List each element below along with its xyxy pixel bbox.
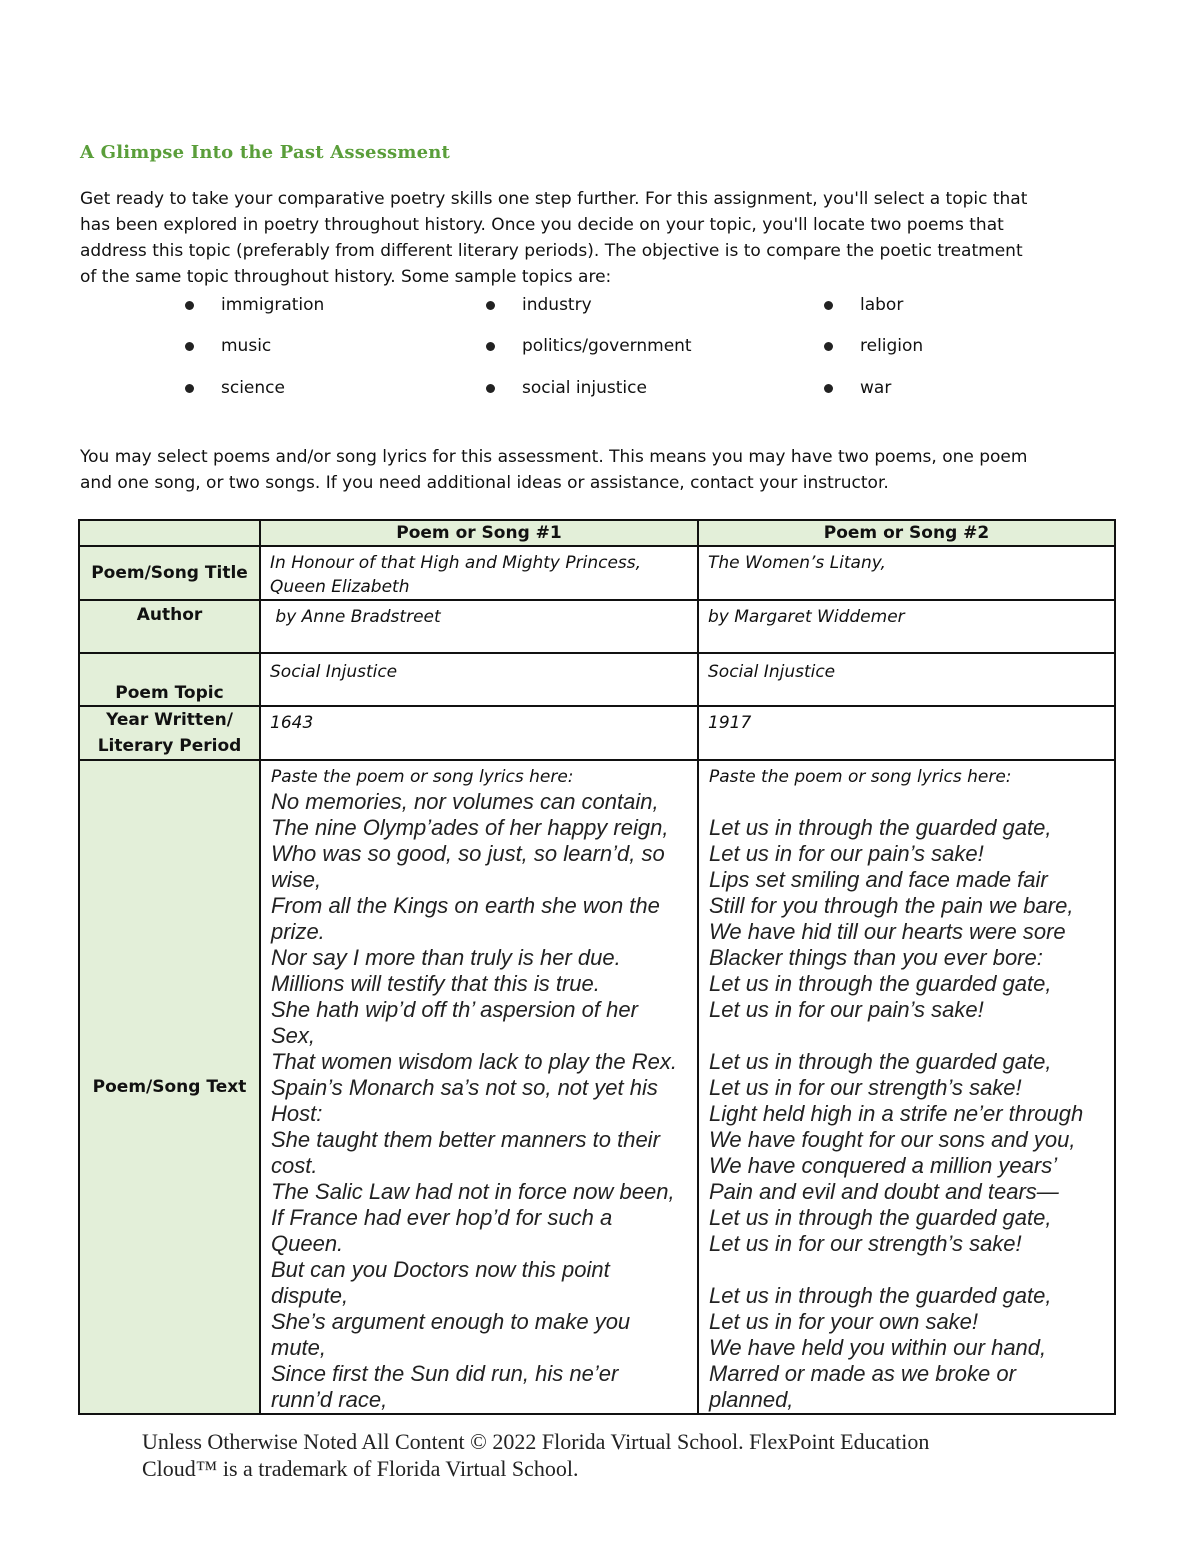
poem-line: cost.: [271, 1153, 318, 1178]
poem-line: Lips set smiling and face made fair: [709, 867, 1048, 892]
poem-line: prize.: [271, 919, 325, 944]
intro-line: of the same topic throughout history. Some sample topics are:: [80, 267, 612, 287]
label-author: Author: [79, 600, 260, 653]
poem-line: Let us in for our pain’s sake!: [709, 841, 984, 866]
poem-line: Let us in for our strength’s sake!: [709, 1231, 1022, 1256]
poem-line: wise,: [271, 867, 322, 892]
label-topic: Poem Topic: [79, 653, 260, 706]
bullet-icon: [185, 301, 194, 310]
topic-item: war: [860, 376, 891, 400]
poem-line: [709, 789, 1108, 815]
label-year-line: Year Written/: [106, 710, 233, 730]
footer-line: Cloud™ is a trademark of Florida Virtual School.: [142, 1456, 579, 1481]
footer-copyright: [142, 1428, 1042, 1482]
topic-item: social injustice: [522, 376, 647, 400]
poem-line: The Salic Law had not in force now been,: [271, 1179, 675, 1204]
song2-paste-label: Paste the poem or song lyrics here:: [709, 767, 1012, 787]
poem-line: No memories, nor volumes can contain,: [271, 789, 659, 814]
poem-line: dispute,: [271, 1283, 349, 1308]
song2-title: The Women’s Litany,: [698, 546, 1115, 600]
poem-line: Let us in for our strength’s sake!: [709, 1075, 1022, 1100]
intro-line: address this topic (preferably from different literary periods). The objective is to compare the poetic treatment: [80, 241, 1023, 261]
poem-line: mute,: [271, 1335, 327, 1360]
song2-author: by Margaret Widdemer: [698, 600, 1115, 653]
song1-title-line: Queen Elizabeth: [270, 577, 410, 597]
table-header-row: [79, 520, 1115, 546]
bullet-icon: [824, 384, 833, 393]
topic-item: immigration: [221, 293, 324, 317]
song2-text-cell: [698, 760, 1115, 1414]
poem-line: Blacker things than you ever bore:: [709, 945, 1043, 970]
poem-line: runn’d race,: [271, 1387, 388, 1412]
bullet-icon: [824, 342, 833, 351]
poem-line: But can you Doctors now this point: [271, 1257, 610, 1282]
poem-line: We have held you within our hand,: [709, 1335, 1047, 1360]
poem-line: From all the Kings on earth she won the: [271, 893, 660, 918]
poem-line: Sex,: [271, 1023, 316, 1048]
table-row-author: [79, 600, 1115, 653]
poem-line: Let us in for your own sake!: [709, 1309, 979, 1334]
bullet-icon: [486, 384, 495, 393]
poem-line: She’s argument enough to make you: [271, 1309, 631, 1334]
song1-title: [260, 546, 698, 600]
bullet-icon: [486, 301, 495, 310]
poem-line: Still for you through the pain we bare,: [709, 893, 1074, 918]
poem-line: We have hid till our hearts were sore: [709, 919, 1066, 944]
instructions-paragraph: [80, 444, 1080, 496]
poem-line: The nine Olymp’ades of her happy reign,: [271, 815, 669, 840]
song2-year: 1917: [698, 706, 1115, 760]
comparison-table: [78, 519, 1116, 1415]
song1-paste-label: Paste the poem or song lyrics here:: [271, 767, 574, 787]
poem-line: Queen.: [271, 1231, 344, 1256]
bullet-icon: [185, 342, 194, 351]
poem-line: Let us in through the guarded gate,: [709, 1205, 1052, 1230]
poem-line: Nor say I more than truly is her due.: [271, 945, 621, 970]
label-year-line: Literary Period: [97, 736, 242, 756]
table-row-year: [79, 706, 1115, 760]
topic-item: science: [221, 376, 285, 400]
poem-line: Let us in through the guarded gate,: [709, 971, 1052, 996]
poem-line: She taught them better manners to their: [271, 1127, 660, 1152]
page-title: A Glimpse Into the Past Assessment: [80, 142, 451, 163]
poem-line: That women wisdom lack to play the Rex.: [271, 1049, 677, 1074]
poem-line: [709, 1257, 1108, 1283]
song1-topic: Social Injustice: [260, 653, 698, 706]
poem-line: Light held high in a strife ne’er through: [709, 1101, 1084, 1126]
topic-item: labor: [860, 293, 903, 317]
table-row-text: [79, 760, 1115, 1414]
bullet-icon: [486, 342, 495, 351]
topic-item: industry: [522, 293, 592, 317]
header-corner-cell: [79, 520, 260, 546]
poem-line: Pain and evil and doubt and tears—: [709, 1179, 1059, 1204]
song1-author: by Anne Bradstreet: [260, 600, 698, 653]
song2-topic: Social Injustice: [698, 653, 1115, 706]
label-title: Poem/Song Title: [79, 546, 260, 600]
poem-line: Marred or made as we broke or: [709, 1361, 1016, 1386]
label-year: [79, 706, 260, 760]
poem-line: planned,: [709, 1387, 794, 1412]
intro-paragraph: [80, 186, 1070, 290]
instructions-line: and one song, or two songs. If you need additional ideas or assistance, contact your instructor.: [80, 473, 889, 493]
song2-poem-text: [699, 789, 1114, 1413]
poem-line: If France had ever hop’d for such a: [271, 1205, 613, 1230]
song1-poem-text: [261, 789, 697, 1413]
topic-item: politics/government: [522, 334, 692, 358]
footer-line: Unless Otherwise Noted All Content © 2022 Florida Virtual School. FlexPoint Education: [142, 1429, 930, 1454]
poem-line: Since first the Sun did run, his ne’er: [271, 1361, 619, 1386]
poem-line: [709, 1023, 1108, 1049]
poem-line: Let us in through the guarded gate,: [709, 815, 1052, 840]
poem-line: We have conquered a million years’: [709, 1153, 1058, 1178]
intro-line: has been explored in poetry throughout history. Once you decide on your topic, you'll locate two poems that: [80, 215, 1004, 235]
poem-line: We have fought for our sons and you,: [709, 1127, 1076, 1152]
poem-line: Let us in through the guarded gate,: [709, 1283, 1052, 1308]
poem-line: Spain’s Monarch sa’s not so, not yet his: [271, 1075, 658, 1100]
table-row-topic: [79, 653, 1115, 706]
topic-item: religion: [860, 334, 923, 358]
poem-line: Let us in for our pain’s sake!: [709, 997, 984, 1022]
poem-line: Who was so good, so just, so learn’d, so: [271, 841, 665, 866]
header-song2: Poem or Song #2: [698, 520, 1115, 546]
song1-year: 1643: [260, 706, 698, 760]
poem-line: Millions will testify that this is true.: [271, 971, 600, 996]
header-song1: Poem or Song #1: [260, 520, 698, 546]
song1-text-cell: [260, 760, 698, 1414]
instructions-line: You may select poems and/or song lyrics for this assessment. This means you may have two poems, one poem: [80, 447, 1028, 467]
poem-line: Host:: [271, 1101, 323, 1126]
topic-item: music: [221, 334, 271, 358]
intro-line: Get ready to take your comparative poetry skills one step further. For this assignment, you'll select a topic that: [80, 189, 1028, 209]
bullet-icon: [185, 384, 194, 393]
bullet-icon: [824, 301, 833, 310]
table-row-title: [79, 546, 1115, 600]
poem-line: She hath wip’d off th’ aspersion of her: [271, 997, 638, 1022]
label-text: Poem/Song Text: [79, 760, 260, 1414]
song1-title-line: In Honour of that High and Mighty Princess,: [270, 553, 642, 573]
poem-line: Let us in through the guarded gate,: [709, 1049, 1052, 1074]
